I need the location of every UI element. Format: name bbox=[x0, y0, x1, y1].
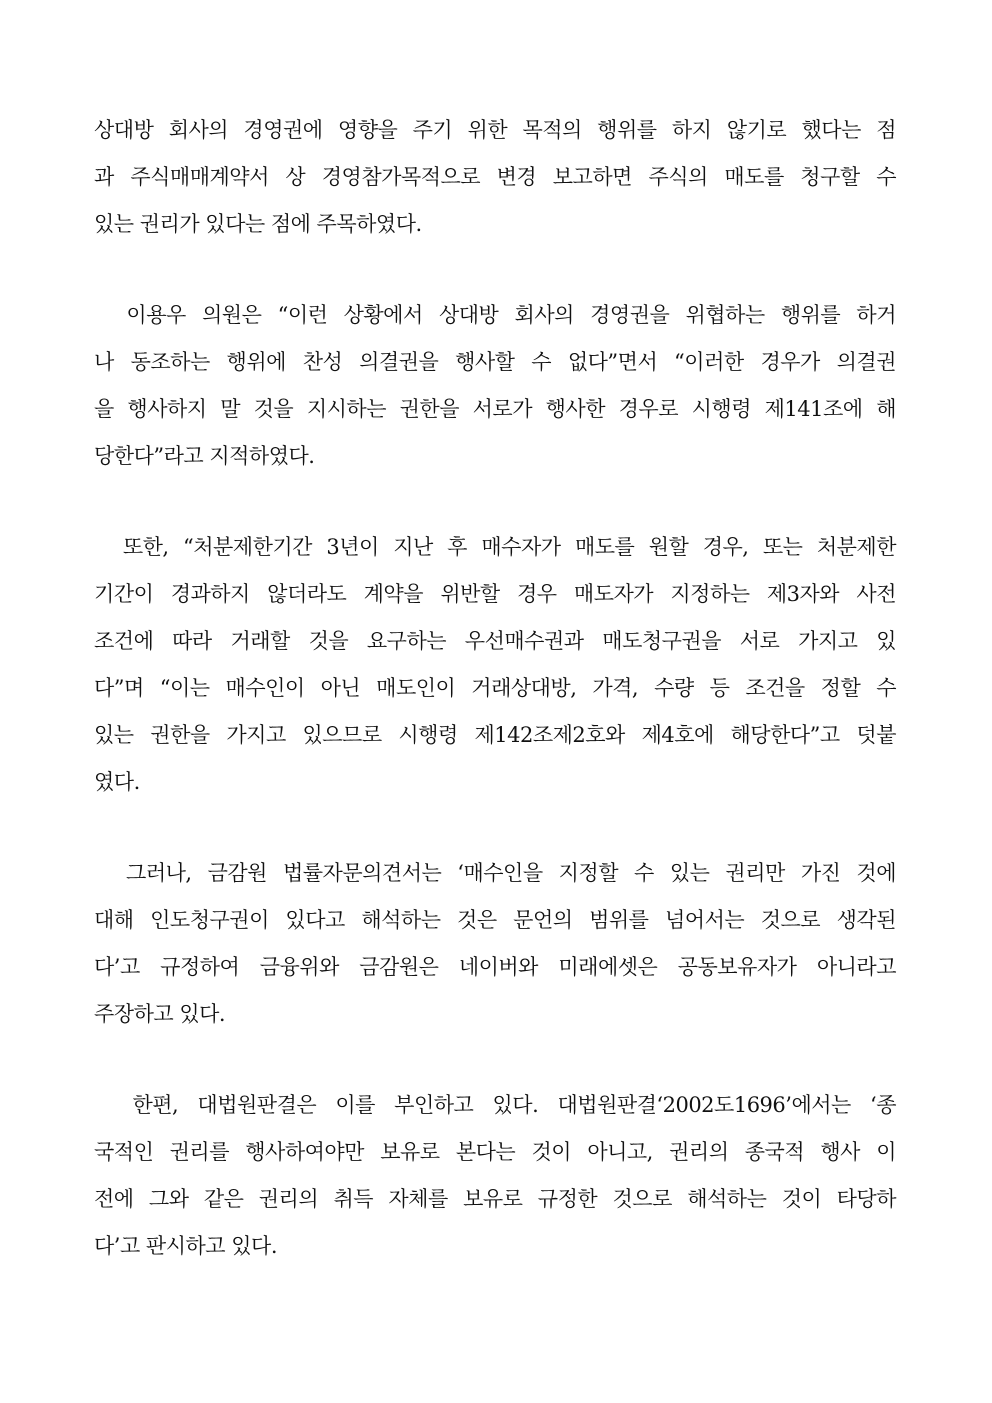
paragraph-4 bbox=[94, 850, 896, 1038]
paragraph-line: 상대방 회사의 경영권에 영향을 주기 위한 목적의 행위를 하지 않기로 했다는 점 bbox=[94, 118, 896, 142]
paragraph-line: 다”며 “이는 매수인이 아닌 매도인이 거래상대방, 가격, 수량 등 조건을 정할 수 bbox=[94, 676, 896, 700]
paragraph-line: 있는 권리가 있다는 점에 주목하였다. bbox=[94, 212, 422, 236]
paragraph-line: 기간이 경과하지 않더라도 계약을 위반할 경우 매도자가 지정하는 제3자와 사전 bbox=[94, 582, 896, 606]
paragraph-line: 나 동조하는 행위에 찬성 의결권을 행사할 수 없다”면서 “이러한 경우가 의결권 bbox=[94, 350, 896, 374]
paragraph-3 bbox=[94, 524, 896, 806]
paragraph-line: 다’고 규정하여 금융위와 금감원은 네이버와 미래에셋은 공동보유자가 아니라고 bbox=[94, 955, 896, 979]
paragraph-line: 다’고 판시하고 있다. bbox=[94, 1234, 277, 1258]
paragraph-line: 였다. bbox=[94, 770, 140, 794]
paragraph-line: 전에 그와 같은 권리의 취득 자체를 보유로 규정한 것으로 해석하는 것이 타당하 bbox=[94, 1187, 896, 1211]
paragraph-line: 이용우 의원은 “이런 상황에서 상대방 회사의 경영권을 위협하는 행위를 하거 bbox=[94, 303, 896, 327]
paragraph-line: 그러나, 금감원 법률자문의견서는 ‘매수인을 지정할 수 있는 권리만 가진 것에 bbox=[94, 861, 896, 885]
paragraph-line: 을 행사하지 말 것을 지시하는 권한을 서로가 행사한 경우로 시행령 제141조에 해 bbox=[94, 397, 896, 421]
paragraph-line: 한편, 대법원판결은 이를 부인하고 있다. 대법원판결‘2002도1696’에서는 ‘종 bbox=[94, 1093, 896, 1117]
paragraph-line: 조건에 따라 거래할 것을 요구하는 우선매수권과 매도청구권을 서로 가지고 있 bbox=[94, 629, 896, 653]
paragraph-line: 주장하고 있다. bbox=[94, 1002, 226, 1026]
paragraph-line: 또한, “처분제한기간 3년이 지난 후 매수자가 매도를 원할 경우, 또는 처분제한 bbox=[94, 535, 896, 559]
paragraph-line: 당한다”라고 지적하였다. bbox=[94, 444, 315, 468]
paragraph-line: 있는 권한을 가지고 있으므로 시행령 제142조제2호와 제4호에 해당한다”고 덧붙 bbox=[94, 723, 896, 747]
paragraph-line: 과 주식매매계약서 상 경영참가목적으로 변경 보고하면 주식의 매도를 청구할 수 bbox=[94, 165, 896, 189]
paragraph-2 bbox=[94, 292, 896, 480]
paragraph-line: 대해 인도청구권이 있다고 해석하는 것은 문언의 범위를 넘어서는 것으로 생각된 bbox=[94, 908, 896, 932]
paragraph-line: 국적인 권리를 행사하여야만 보유로 본다는 것이 아니고, 권리의 종국적 행사 이 bbox=[94, 1140, 896, 1164]
paragraph-5 bbox=[94, 1082, 896, 1270]
paragraph-1 bbox=[94, 107, 896, 248]
